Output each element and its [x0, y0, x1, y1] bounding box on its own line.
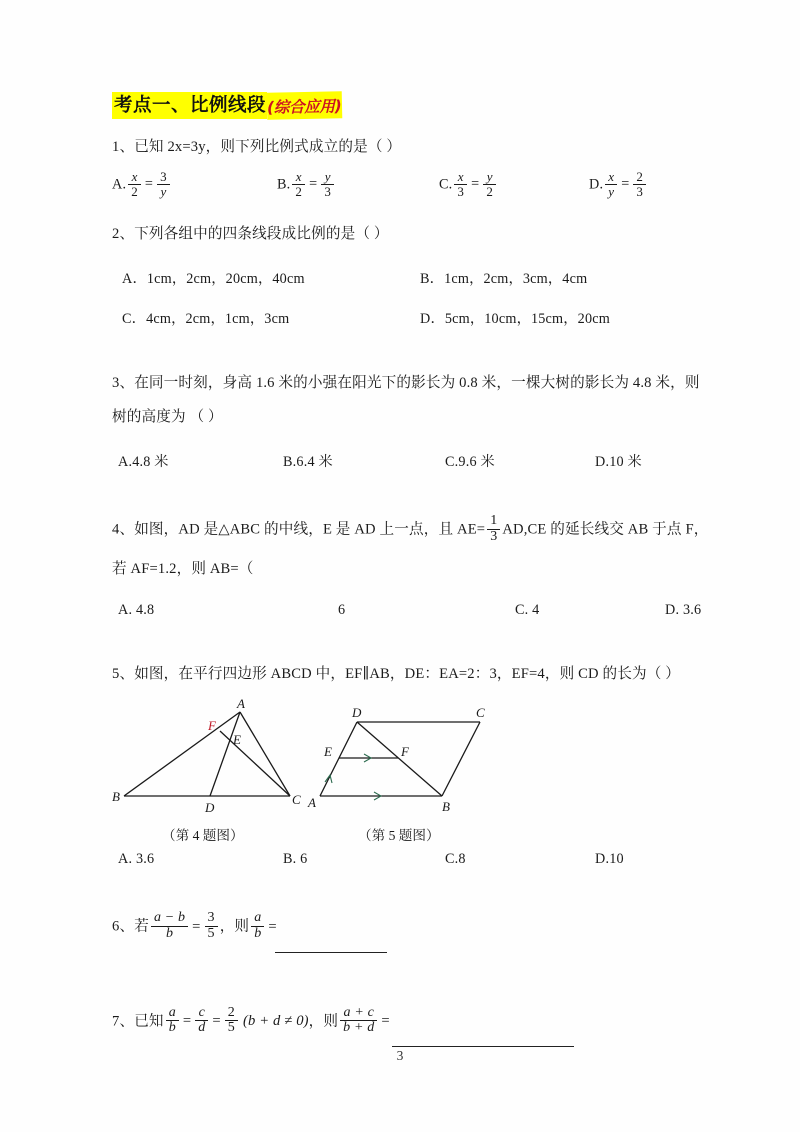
question-6-target-den: b — [251, 926, 264, 942]
question-4-stem-line1 — [112, 515, 712, 546]
figure-4-triangle — [124, 712, 290, 796]
question-4-frac-den: 3 — [487, 529, 500, 545]
option-1-b-label: B. — [277, 176, 291, 193]
question-2 — [112, 223, 712, 328]
question-6-prefix: 6、若 — [112, 918, 149, 935]
segment-cb — [442, 722, 480, 796]
question-7-answer-blank[interactable] — [392, 1032, 574, 1047]
question-7-target-den: b + d — [340, 1020, 377, 1036]
question-7-f1-den: b — [166, 1020, 179, 1036]
option-2-a[interactable] — [122, 268, 420, 288]
option-2-c[interactable] — [122, 308, 420, 328]
option-1-b-num2: y — [324, 168, 331, 184]
label-f-fig4-red: F — [208, 717, 216, 733]
option-1-c-num2: y — [486, 168, 493, 184]
option-1-a-den1: 2 — [128, 184, 141, 199]
option-4-a[interactable]: A. 4.8 — [118, 602, 155, 619]
question-5-options — [118, 851, 712, 868]
label-b-fig5: B — [442, 798, 450, 814]
question-6-lhs-den: b — [151, 926, 188, 942]
option-2-c-label: C． — [122, 310, 147, 327]
figure-captions — [112, 824, 712, 844]
question-6-rhs-num: 3 — [207, 909, 215, 925]
question-7-f3-den: 5 — [225, 1020, 238, 1036]
question-7-stem — [112, 1004, 712, 1038]
option-2-a-label: A． — [122, 270, 147, 287]
question-5 — [112, 663, 712, 868]
figure-5-labels — [307, 705, 485, 814]
question-6-target-num: a — [254, 909, 262, 925]
question-7-condition: (b + d ≠ 0) — [242, 1013, 309, 1030]
option-2-c-text: 4cm，2cm，1cm，3cm — [146, 310, 290, 327]
question-6-stem — [112, 909, 712, 943]
label-a-fig4: A — [237, 695, 245, 711]
option-2-b-text: 1cm，2cm，3cm，4cm — [444, 270, 588, 287]
question-7-eq3: = — [381, 1013, 390, 1030]
question-6 — [112, 909, 712, 943]
option-4-b[interactable]: 6 — [338, 602, 346, 619]
option-5-d[interactable]: D.10 — [595, 850, 624, 867]
option-2-a-text: 1cm，2cm，20cm，40cm — [146, 270, 305, 287]
section-heading — [112, 92, 712, 119]
figure-group-svg — [112, 694, 512, 822]
question-6-eq1: = — [192, 918, 201, 935]
label-d-fig4: D — [205, 799, 215, 815]
label-e-fig5: E — [324, 743, 332, 759]
question-6-middle: ，则 — [219, 918, 250, 935]
option-2-d[interactable] — [420, 308, 610, 328]
question-4 — [112, 515, 712, 619]
option-2-d-text: 5cm，10cm，15cm，20cm — [444, 310, 610, 327]
segment-ac — [240, 712, 290, 796]
question-7 — [112, 1004, 712, 1038]
label-c-fig4: C — [292, 791, 301, 807]
option-1-b-num1: x — [295, 168, 302, 184]
figure-5-caption: （第 5 题图） — [358, 827, 440, 843]
option-1-d-num1: x — [608, 168, 615, 184]
option-2-b-label: B． — [420, 270, 445, 287]
option-1-a-label: A. — [112, 176, 127, 193]
question-1 — [112, 136, 712, 199]
question-7-f1-num: a — [168, 1004, 176, 1020]
option-3-d[interactable]: D.10 米 — [595, 454, 642, 471]
question-4-options — [118, 602, 712, 619]
figure-5-parallelogram — [320, 722, 480, 796]
option-1-c-den2: 2 — [483, 184, 496, 199]
question-4-stem-part1: 4、如图，AD 是△ABC 的中线，E 是 AD 上一点，且 AE= — [112, 521, 486, 538]
segment-cf — [220, 731, 290, 796]
question-7-f2-den: d — [195, 1020, 208, 1036]
figure-5-parallel-marks — [325, 754, 381, 800]
label-d-fig5: D — [352, 704, 362, 720]
option-5-a[interactable]: A. 3.6 — [118, 850, 155, 867]
option-3-c[interactable]: C.9.6 米 — [445, 454, 495, 471]
question-7-middle: ，则 — [308, 1013, 339, 1030]
option-1-b-den1: 2 — [292, 184, 305, 199]
option-1-d-den1: y — [605, 184, 617, 199]
segment-ba — [124, 712, 240, 796]
page-content — [112, 92, 712, 1051]
option-1-c-label: C. — [439, 176, 453, 193]
question-7-prefix: 7、已知 — [112, 1013, 164, 1030]
option-1-b[interactable]: B. $\frac{x}{2}$ = $\frac{y}{3}$ — [277, 171, 439, 200]
option-3-b[interactable]: B.6.4 米 — [283, 454, 333, 471]
question-2-stem: 2、下列各组中的四条线段成比例的是（ ） — [112, 226, 389, 243]
page-number: 3 — [396, 1048, 404, 1063]
question-7-target-num: a + c — [343, 1004, 374, 1020]
question-2-options-row-2 — [122, 308, 712, 328]
option-5-b[interactable]: B. 6 — [283, 850, 308, 867]
question-6-lhs-num: a − b — [153, 909, 186, 925]
segment-da — [320, 722, 357, 796]
section-heading-title: 考点一、比例线段 — [112, 92, 267, 119]
question-5-stem: 5、如图，在平行四边形 ABCD 中，EF∥AB，DE：EA=2：3，EF=4，则 CD 的长为（ ） — [112, 666, 681, 683]
option-1-d-num2: 2 — [636, 168, 644, 184]
option-1-c[interactable]: C. $\frac{x}{3}$ = $\frac{y}{2}$ — [439, 171, 589, 200]
option-3-a[interactable]: A.4.8 米 — [118, 454, 169, 471]
option-2-d-label: D． — [420, 310, 445, 327]
question-7-f2-num: c — [198, 1004, 205, 1020]
question-figures — [112, 694, 712, 822]
option-1-c-num1: x — [457, 168, 464, 184]
option-1-a[interactable]: A. $\frac{x}{2}$ = $\frac{3}{y}$ — [112, 171, 277, 200]
question-6-answer-blank[interactable] — [275, 938, 387, 953]
option-5-c[interactable]: C.8 — [445, 850, 466, 867]
question-2-options-row-1 — [122, 268, 712, 288]
label-a-fig5: A — [308, 794, 316, 810]
question-3-stem-line1: 3、在同一时刻，身高 1.6 米的小强在阳光下的影长为 0.8 米，一棵大树的影长为 4.8 米，则 — [112, 374, 700, 391]
figure-4-labels — [112, 696, 301, 815]
question-3 — [112, 372, 712, 471]
option-1-d[interactable]: D. $\frac{x}{y}$ = $\frac{2}{3}$ — [589, 171, 648, 200]
question-4-frac-num: 1 — [490, 513, 498, 529]
question-1-stem: 1、已知 2x=3y，则下列比例式成立的是（ ） — [112, 139, 402, 156]
question-4-stem-part2: AD,CE 的延长线交 AB 于点 F， — [502, 521, 709, 538]
question-3-stem-line2: 树的高度为 （ ） — [112, 409, 223, 426]
question-4-stem-line2: 若 AF=1.2，则 AB=（ — [112, 560, 254, 577]
label-b-fig4: B — [112, 788, 120, 804]
option-1-a-den2: y — [157, 184, 170, 199]
question-7-f3-num: 2 — [227, 1004, 235, 1020]
question-6-rhs-den: 5 — [205, 926, 218, 942]
question-6-eq2: = — [268, 918, 277, 935]
option-1-c-den1: 3 — [454, 184, 467, 199]
option-4-c[interactable]: C. 4 — [515, 602, 540, 619]
question-1-options — [112, 168, 712, 200]
option-1-a-num2: 3 — [160, 168, 167, 184]
option-2-b[interactable] — [420, 268, 587, 288]
option-1-b-den2: 3 — [321, 184, 334, 199]
question-7-eq2: = — [212, 1013, 221, 1030]
question-7-eq1: = — [182, 1013, 192, 1030]
option-1-d-den2: 3 — [633, 184, 646, 199]
label-e-fig4: E — [233, 731, 241, 747]
label-f-fig5: F — [401, 743, 409, 759]
option-1-a-num1: x — [131, 168, 138, 184]
option-1-d-label: D. — [589, 176, 604, 193]
option-4-d[interactable]: D. 3.6 — [665, 602, 702, 619]
label-c-fig5: C — [476, 704, 485, 720]
question-3-options — [118, 451, 712, 471]
figure-4-caption: （第 4 题图） — [162, 827, 244, 843]
section-heading-annotation: (综合应用) — [267, 91, 343, 120]
